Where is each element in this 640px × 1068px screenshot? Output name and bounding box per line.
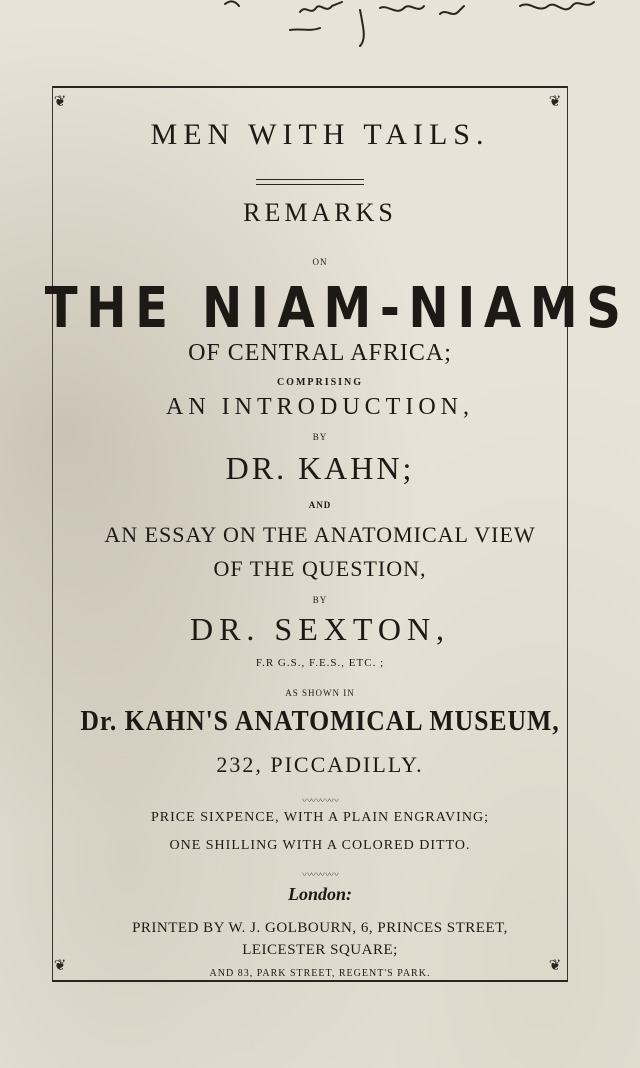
corner-ornament-icon: ❦ — [548, 94, 562, 110]
essay-line-1: AN ESSAY ON THE ANATOMICAL VIEW — [104, 522, 536, 547]
price-line-1: PRICE SIXPENCE, WITH A PLAIN ENGRAVING; — [151, 810, 489, 825]
author-sexton: DR. SEXTON, — [189, 611, 451, 647]
by-label: BY — [312, 432, 328, 442]
museum-name: Dr. KAHN'S ANATOMICAL MUSEUM, — [80, 706, 560, 737]
corner-ornament-icon: ❦ — [53, 94, 67, 110]
wavy-rule-divider: 〰〰〰〰 — [302, 796, 338, 807]
wavy-rule-divider: 〰〰〰〰 — [302, 870, 338, 881]
remarks-heading: REMARKS — [243, 198, 397, 227]
title: MEN WITH TAILS. — [150, 118, 490, 151]
printer-line-1: PRINTED BY W. J. GOLBOURN, 6, PRINCES STREET, — [132, 920, 508, 936]
headline: THE NIAM-NIAMS — [44, 276, 630, 341]
by-label: BY — [312, 595, 328, 605]
on-label: ON — [312, 257, 328, 267]
author-kahn: DR. KAHN; — [225, 450, 415, 486]
and-label: AND — [308, 500, 332, 510]
as-shown-in-label: AS SHOWN IN — [285, 688, 355, 698]
london-imprint: London: — [287, 884, 352, 904]
handwritten-inscription — [0, 0, 640, 70]
corner-ornament-icon: ❦ — [548, 958, 562, 974]
price-line-2: ONE SHILLING WITH A COLORED DITTO. — [169, 838, 471, 853]
corner-ornament-icon: ❦ — [53, 958, 67, 974]
comprising-label: COMPRISING — [276, 377, 364, 388]
double-rule-divider — [256, 179, 364, 185]
subject-line: OF CENTRAL AFRICA; — [188, 340, 452, 366]
printer-line-2: LEICESTER SQUARE; — [242, 942, 398, 958]
printer-line-3: AND 83, PARK STREET, REGENT'S PARK. — [209, 968, 431, 979]
introduction-line: AN INTRODUCTION, — [166, 394, 474, 420]
essay-line-2: OF THE QUESTION, — [213, 556, 427, 581]
museum-address: 232, PICCADILLY. — [216, 752, 424, 777]
author-credentials: F.R G.S., F.E.S., ETC. ; — [255, 657, 385, 669]
